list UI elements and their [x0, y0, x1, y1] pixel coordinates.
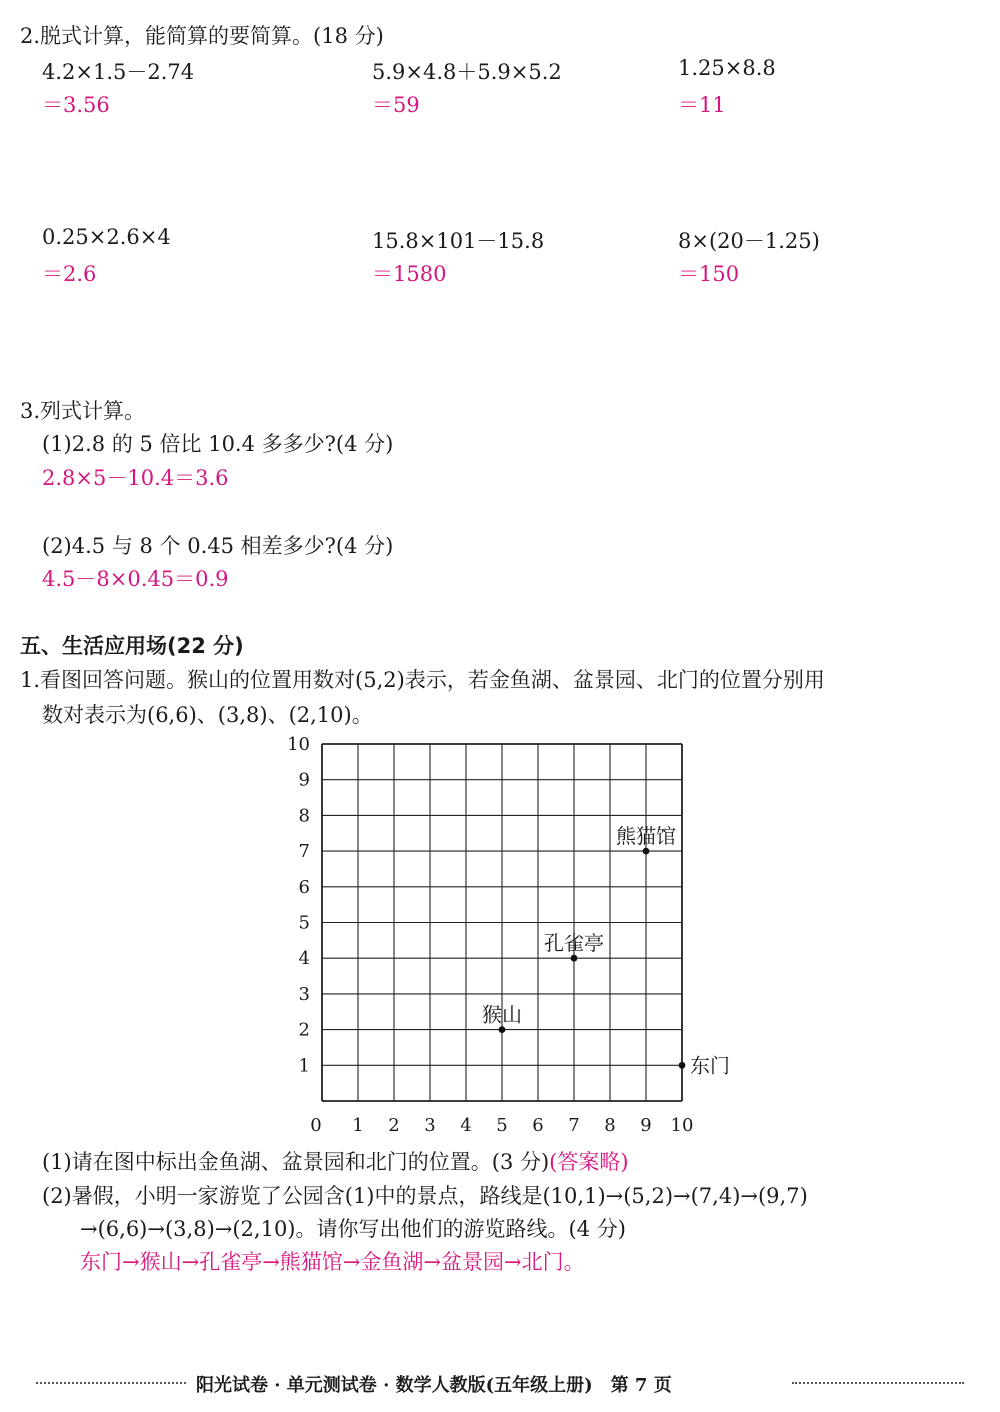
problem-1-expr: 4.2×1.5－2.74: [42, 60, 195, 84]
section5-question-2-line1: (2)暑假，小明一家游览了公园含(1)中的景点，路线是(10,1)→(5,2)→(7,4)→(9,7): [42, 1184, 808, 1208]
section5-question-2-line2: →(6,6)→(3,8)→(2,10)。请你写出他们的游览路线。(4 分): [80, 1217, 626, 1241]
problem-5-answer: ＝1580: [372, 262, 447, 286]
section5-question-1-text: (1)请在图中标出金鱼湖、盆景园和北门的位置。(3 分): [42, 1150, 550, 1174]
map-point-label-1: 孔雀亭: [544, 931, 604, 956]
y-tick-3: 3: [298, 983, 310, 1005]
y-tick-4: 4: [298, 948, 310, 970]
x-tick-2: 2: [388, 1115, 400, 1136]
x-tick-10: 10: [670, 1115, 694, 1136]
y-tick-9: 9: [298, 769, 310, 791]
problem-4-answer: ＝2.6: [42, 262, 97, 286]
problem-1-answer: ＝3.56: [42, 93, 110, 117]
y-tick-labels: [287, 734, 310, 1076]
map-point-label-0: 熊猫馆: [616, 824, 676, 849]
problem-6-answer: ＝150: [678, 262, 740, 286]
x-tick-4: 4: [460, 1115, 472, 1136]
section5-intro-line1: 1.看图回答问题。猴山的位置用数对(5,2)表示，若金鱼湖、盆景园、北门的位置分别用: [20, 668, 825, 692]
y-tick-1: 1: [298, 1055, 310, 1077]
problem-2-answer: ＝59: [372, 93, 420, 117]
section3-question-1: (1)2.8 的 5 倍比 10.4 多多少?(4 分): [42, 432, 394, 456]
section2-title: 2.脱式计算，能简算的要简算。(18 分): [20, 24, 384, 48]
x-tick-8: 8: [604, 1115, 616, 1136]
problem-3-answer: ＝11: [678, 93, 726, 117]
section5-question-1-answer: (答案略): [549, 1150, 629, 1174]
footer-rule-left: [36, 1382, 186, 1384]
y-tick-2: 2: [298, 1019, 310, 1041]
map-point-3: [679, 1062, 686, 1069]
x-tick-9: 9: [640, 1115, 652, 1136]
y-tick-7: 7: [298, 841, 310, 863]
y-tick-10: 10: [287, 734, 310, 755]
section5-title: 五、生活应用场(22 分): [20, 634, 244, 658]
problem-2-expr: 5.9×4.8＋5.9×5.2: [372, 60, 562, 84]
y-tick-6: 6: [298, 876, 310, 898]
section3-title: 3.列式计算。: [20, 399, 146, 423]
problem-4-expr: 0.25×2.6×4: [42, 225, 171, 249]
footer-rule-right: [792, 1382, 964, 1384]
section5-question-2-answer: 东门→猴山→孔雀亭→熊猫馆→金鱼湖→盆景园→北门。: [80, 1250, 585, 1274]
map-point-2: [499, 1026, 506, 1033]
section5-intro-line2: 数对表示为(6,6)、(3,8)、(2,10)。: [42, 703, 373, 727]
x-tick-6: 6: [532, 1115, 544, 1136]
section3-answer-2: 4.5－8×0.45＝0.9: [42, 567, 229, 591]
map-points: [482, 824, 730, 1077]
x-tick-5: 5: [496, 1115, 508, 1136]
problem-6-expr: 8×(20－1.25): [678, 229, 820, 253]
map-point-label-2: 猴山: [482, 1002, 522, 1027]
y-tick-5: 5: [298, 912, 310, 934]
x-tick-0: 0: [310, 1115, 322, 1136]
map-point-label-3: 东门: [690, 1053, 730, 1078]
problem-3-expr: 1.25×8.8: [678, 56, 776, 80]
x-tick-1: 1: [352, 1115, 364, 1136]
x-tick-7: 7: [568, 1115, 580, 1136]
map-point-1: [571, 955, 578, 962]
footer-text: 阳光试卷 · 单元测试卷 · 数学人教版(五年级上册) 第 7 页: [196, 1375, 672, 1396]
section3-answer-1: 2.8×5－10.4＝3.6: [42, 466, 229, 490]
section5-question-1: [42, 1146, 629, 1176]
problem-5-expr: 15.8×101－15.8: [372, 229, 545, 253]
x-tick-labels: [310, 1115, 693, 1136]
map-point-0: [643, 848, 650, 855]
grid-lines: [322, 744, 682, 1101]
y-tick-8: 8: [298, 805, 310, 827]
x-tick-3: 3: [424, 1115, 436, 1136]
section3-question-2: (2)4.5 与 8 个 0.45 相差多少?(4 分): [42, 534, 394, 558]
